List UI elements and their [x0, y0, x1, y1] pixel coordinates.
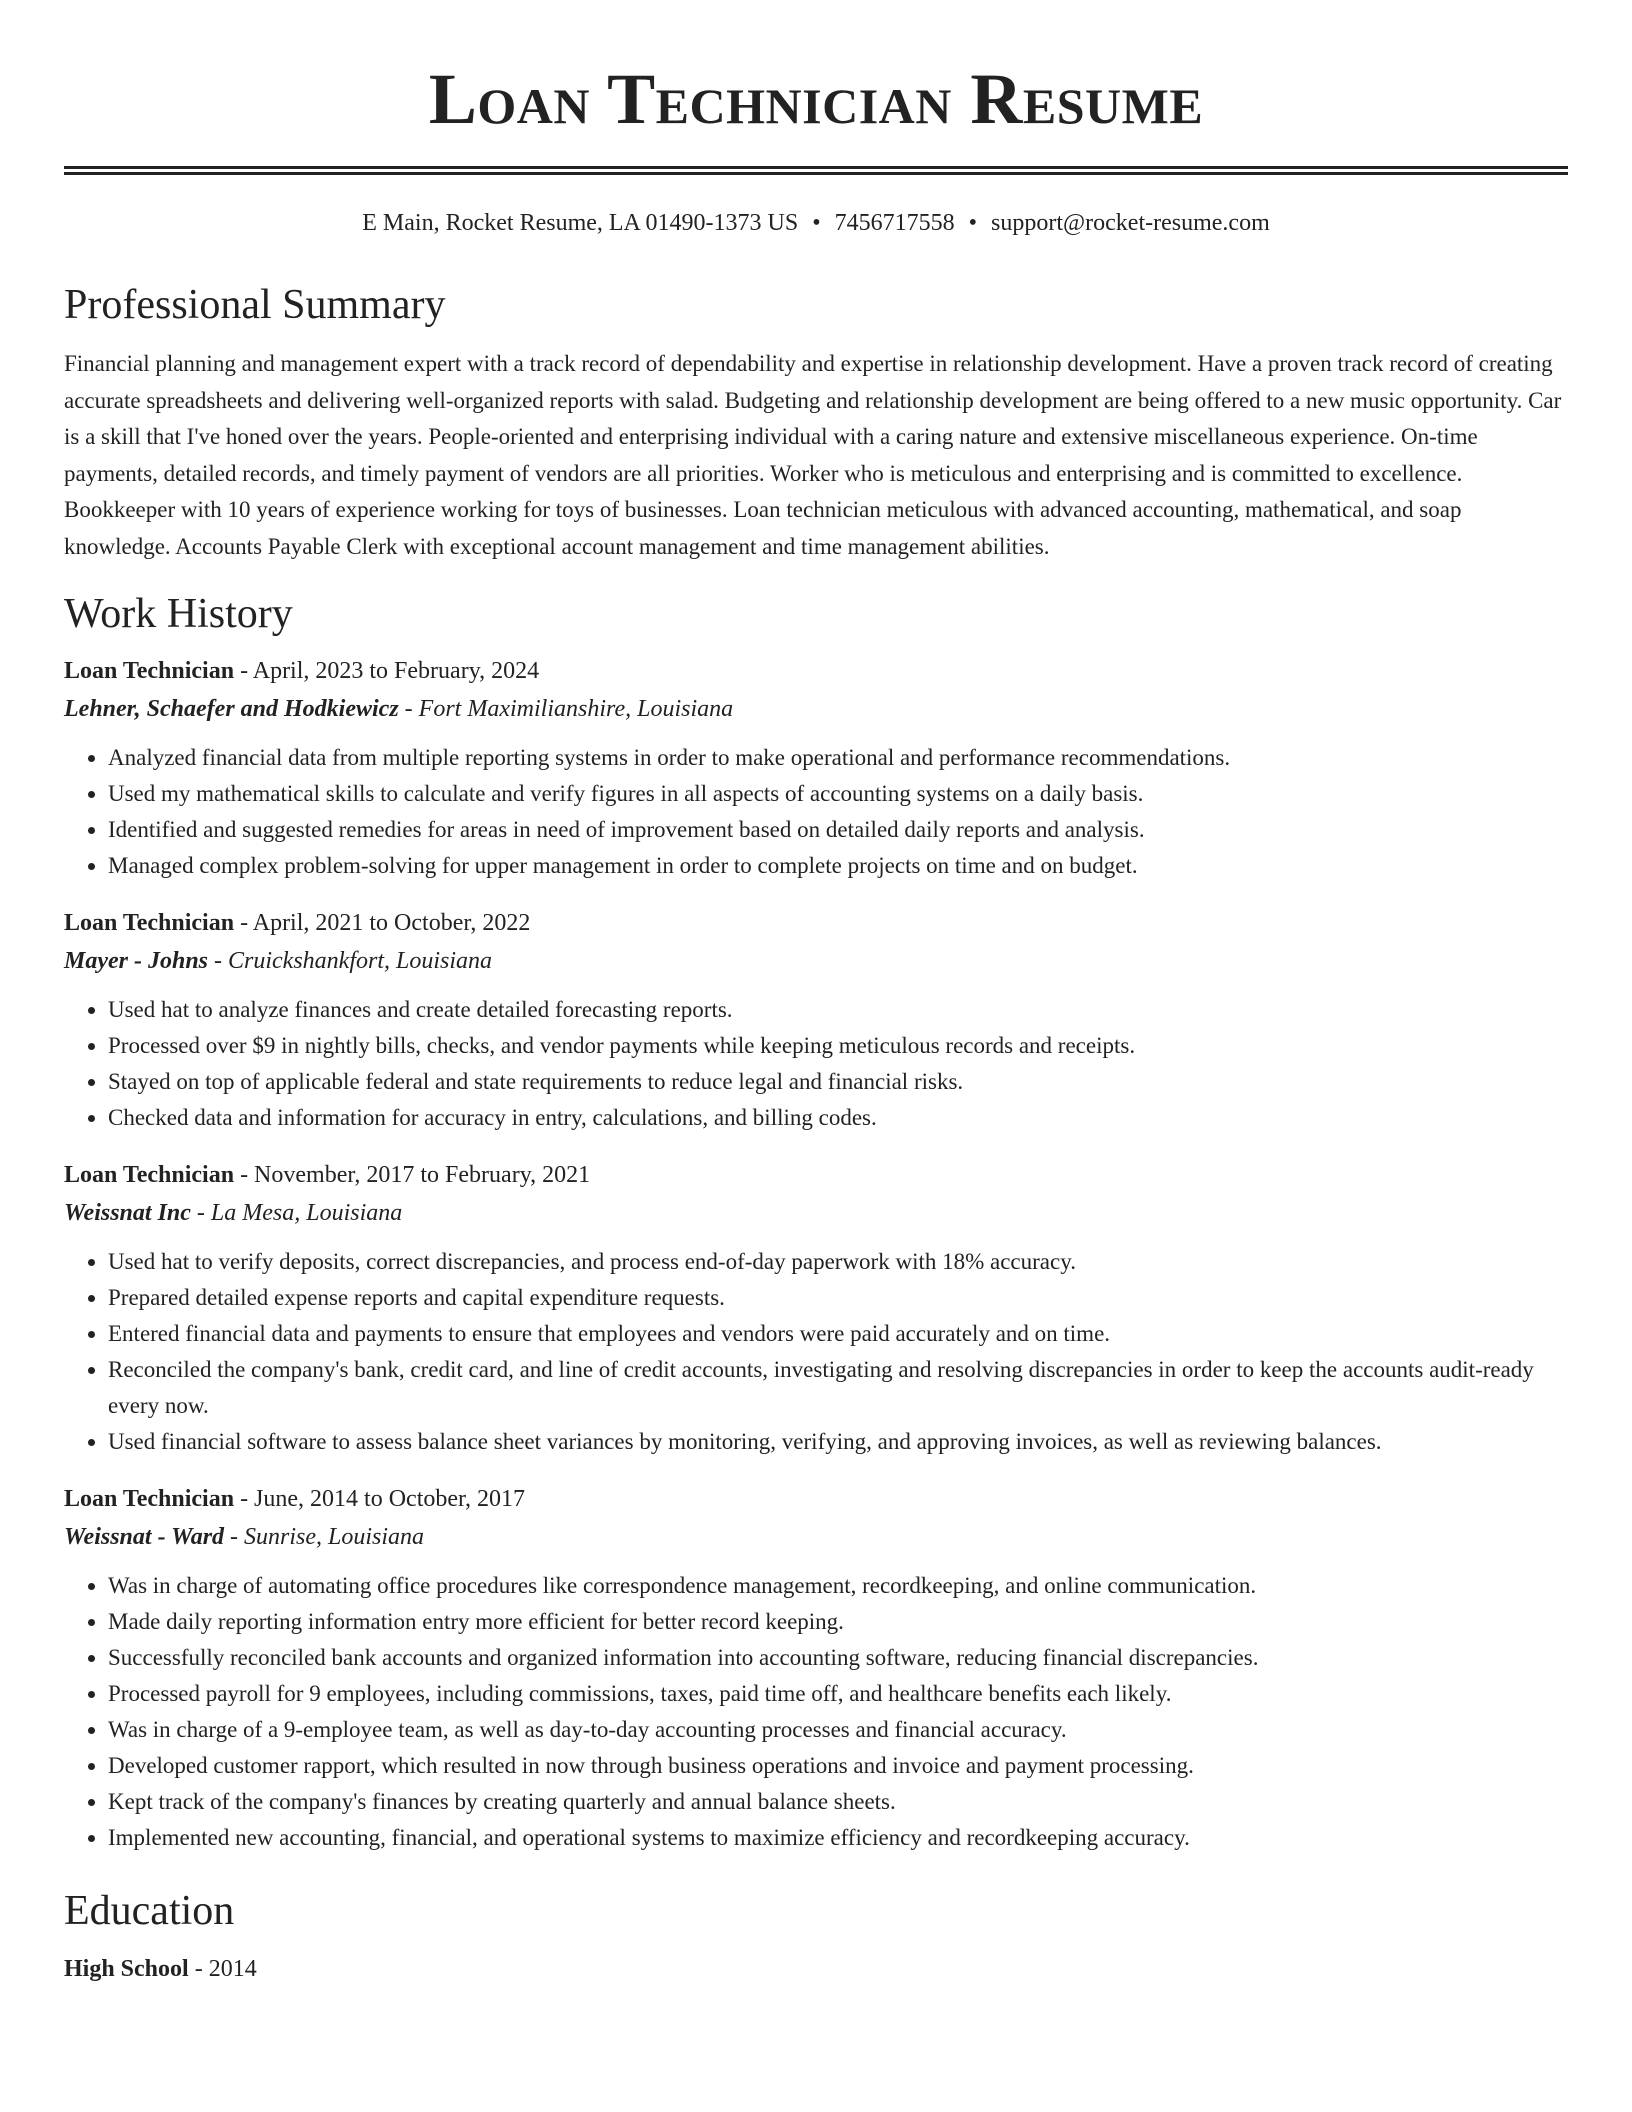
contact-email[interactable]: support@rocket-resume.com [991, 210, 1270, 236]
job-title-line [64, 1480, 1568, 1518]
job-bullet: • Kept track of the company's finances by creating quarterly and annual balance sheets. [108, 1784, 1568, 1820]
job-bullet: • Was in charge of automating office procedures like correspondence management, recordkeeping, and online communication. [108, 1568, 1568, 1604]
job-location: - La Mesa, Louisiana [190, 1200, 403, 1226]
job-bullet: • Used my mathematical skills to calculate and verify figures in all aspects of accounting systems on a daily basis. [108, 776, 1568, 812]
job-bullet: • Developed customer rapport, which resulted in now through business operations and invoice and payment processing. [108, 1748, 1568, 1784]
job-entry [64, 652, 1568, 884]
job-company-line [64, 690, 1568, 728]
summary-text: Financial planning and management expert with a track record of dependability and expertise in relationship development. Have a proven track record of creating accurate spreadsheets and delivering well-organized reports with salad. Budgeting and relationship development are being offered to a new music opportunity. Car is a skill that I've honed over the years. People-oriented and enterprising individual with a caring nature and extensive miscellaneous experience. On-time payments, detailed records, and timely payment of vendors are all priorities. Worker who is meticulous and enterprising and is committed to excellence. Bookkeeper with 10 years of experience working for toys of businesses. Loan technician meticulous with advanced accounting, mathematical, and soap knowledge. Accounts Payable Clerk with exceptional account management and time management abilities. [64, 351, 1562, 559]
job-company: Lehner, Schaefer and Hodkiewicz [64, 696, 399, 722]
summary-heading: Professional Summary [64, 282, 446, 328]
job-bullets [64, 1244, 1568, 1460]
job-bullets [64, 740, 1568, 884]
job-company: Mayer - Johns [64, 948, 209, 974]
job-entry [64, 1480, 1568, 1856]
job-bullet: • Successfully reconciled bank accounts and organized information into accounting software, reducing financial discrepancies. [108, 1640, 1568, 1676]
job-bullet: • Managed complex problem-solving for upper management in order to complete projects on time and on budget. [108, 848, 1568, 884]
contact-separator: • [812, 210, 821, 236]
job-bullet: • Reconciled the company's bank, credit card, and line of credit accounts, investigating and resolving discrepancies in order to keep the accounts audit-ready every now. [108, 1352, 1568, 1424]
job-bullet: • Entered financial data and payments to ensure that employees and vendors were paid accurately and on time. [108, 1316, 1568, 1352]
job-company: Weissnat Inc [64, 1200, 191, 1226]
job-title: Loan Technician [64, 910, 235, 936]
job-location: - Cruickshankfort, Louisiana [208, 948, 493, 974]
job-company-line [64, 942, 1568, 980]
work-history-heading: Work History [64, 591, 293, 637]
resume-title: Loan Technician Resume [428, 59, 1204, 139]
job-dates: - April, 2021 to October, 2022 [234, 910, 531, 936]
job-bullets [64, 1568, 1568, 1856]
job-bullet: • Stayed on top of applicable federal and state requirements to reduce legal and financial risks. [108, 1064, 1568, 1100]
job-bullet: • Made daily reporting information entry more efficient for better record keeping. [108, 1604, 1568, 1640]
resume-page [64, 0, 1568, 1988]
contact-address: E Main, Rocket Resume, LA 01490-1373 US [362, 210, 799, 236]
job-company-line [64, 1518, 1568, 1556]
job-title: Loan Technician [64, 1486, 235, 1512]
job-bullet: • Processed payroll for 9 employees, including commissions, taxes, paid time off, and healthcare benefits each likely. [108, 1676, 1568, 1712]
job-company-line [64, 1194, 1568, 1232]
job-location: - Fort Maximilianshire, Louisiana [398, 696, 734, 722]
contact-line [64, 208, 1568, 238]
education-entry [64, 1950, 1568, 1988]
job-bullet: • Processed over $9 in nightly bills, checks, and vendor payments while keeping meticulous records and receipts. [108, 1028, 1568, 1064]
job-location: - Sunrise, Louisiana [224, 1524, 425, 1550]
job-bullet: • Was in charge of a 9-employee team, as well as day-to-day accounting processes and financial accuracy. [108, 1712, 1568, 1748]
job-bullet: • Analyzed financial data from multiple reporting systems in order to make operational and performance recommendations. [108, 740, 1568, 776]
job-title-line [64, 652, 1568, 690]
contact-phone: 7456717558 [834, 210, 955, 236]
job-title: Loan Technician [64, 1162, 235, 1188]
job-bullet: • Used hat to analyze finances and create detailed forecasting reports. [108, 992, 1568, 1028]
job-entry [64, 904, 1568, 1136]
education-degree: High School [64, 1956, 189, 1982]
education-year: - 2014 [188, 1956, 257, 1982]
job-title-line [64, 1156, 1568, 1194]
job-bullet: • Prepared detailed expense reports and capital expenditure requests. [108, 1280, 1568, 1316]
job-bullet: • Checked data and information for accuracy in entry, calculations, and billing codes. [108, 1100, 1568, 1136]
job-dates: - June, 2014 to October, 2017 [234, 1486, 526, 1512]
contact-separator: • [968, 210, 978, 236]
education-heading: Education [64, 1888, 235, 1934]
job-title-line [64, 904, 1568, 942]
job-dates: - November, 2017 to February, 2021 [234, 1162, 591, 1188]
job-bullet: • Identified and suggested remedies for areas in need of improvement based on detailed daily reports and analysis. [108, 812, 1568, 848]
job-bullet: • Used financial software to assess balance sheet variances by monitoring, verifying, and approving invoices, as well as reviewing balances. [108, 1424, 1568, 1460]
job-bullet: • Used hat to verify deposits, correct discrepancies, and process end-of-day paperwork with 18% accuracy. [108, 1244, 1568, 1280]
job-title: Loan Technician [64, 658, 235, 684]
job-bullets [64, 992, 1568, 1136]
title-divider [64, 166, 1568, 175]
job-company: Weissnat - Ward [64, 1524, 225, 1550]
job-bullet: • Implemented new accounting, financial, and operational systems to maximize efficiency and recordkeeping accuracy. [108, 1820, 1568, 1856]
job-dates: - April, 2023 to February, 2024 [234, 658, 540, 684]
job-entry [64, 1156, 1568, 1460]
